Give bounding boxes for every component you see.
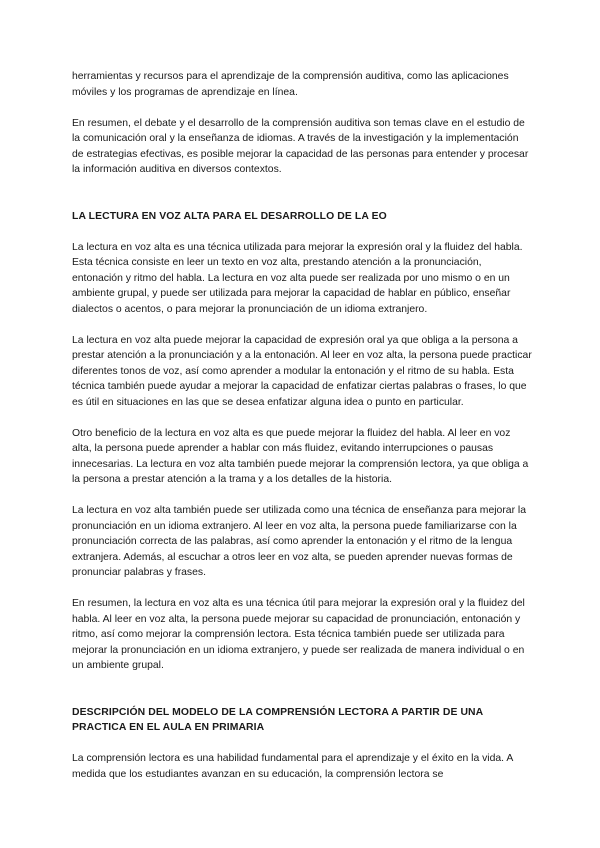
- paragraph: La lectura en voz alta también puede ser utilizada como una técnica de enseñanza para mejorar la pronunciación en un idioma extranjero. Al leer en voz alta, la persona puede familiarizarse con la pronunciación correcta de las palabras, así como aprender la entonación y el ritmo de la lengua extranjera. Además, al escuchar a otros leer en voz alta, se pueden aprender nuevas formas de pronunciar palabras y frases.: [72, 505, 527, 578]
- paragraph: En resumen, el debate y el desarrollo de la comprensión auditiva son temas clave en el estudio de la comunicación oral y la enseñanza de idiomas. A través de la investigación y la implementación de estrategias efectivas, es posible mejorar la capacidad de las personas para entender y procesar la información auditiva en diversos contextos.: [72, 117, 529, 175]
- paragraph: Otro beneficio de la lectura en voz alta es que puede mejorar la fluidez del habla. Al leer en voz alta, la persona puede aprender a hablar con más fluidez, evitando interrupciones o pausas innecesarias. La lectura en voz alta también puede mejorar la comprensión lectora, ya que obliga a la persona a prestar atención a la trama y a los detalles de la historia.: [72, 427, 529, 485]
- document-body: [72, 69, 532, 798]
- paragraph: herramientas y recursos para el aprendizaje de la comprensión auditiva, como las aplicaciones móviles y los programas de aprendizaje en línea.: [72, 71, 509, 98]
- paragraph: La comprensión lectora es una habilidad fundamental para el aprendizaje y el éxito en la vida. A medida que los estudiantes avanzan en su educación, la comprensión lectora se: [72, 753, 513, 780]
- section-heading: LA LECTURA EN VOZ ALTA PARA EL DESARROLLO DE LA EO: [72, 210, 387, 222]
- section-heading: DESCRIPCIÓN DEL MODELO DE LA COMPRENSIÓN LECTORA A PARTIR DE UNA PRACTICA EN EL AULA EN PRIMARIA: [72, 706, 483, 733]
- paragraph: En resumen, la lectura en voz alta es una técnica útil para mejorar la expresión oral y la fluidez del habla. Al leer en voz alta, la persona puede mejorar su capacidad de pronunciación, entonación y ritmo, así como mejorar la comprensión lectora. Esta técnica también puede ser utilizada para mejorar la pronunciación en un idioma extranjero, y puede ser realizada de manera individual o en un ambiente grupal.: [72, 598, 525, 671]
- paragraph: La lectura en voz alta puede mejorar la capacidad de expresión oral ya que obliga a la persona a prestar atención a la pronunciación y a la entonación. Al leer en voz alta, la persona puede practicar diferentes tonos de voz, así como aprender a modular la entonación y el ritmo de su habla. Esta técnica también puede ayudar a mejorar la capacidad de enfatizar ciertas palabras o frases, lo que es útil en situaciones en las que se desea enfatizar alguna idea o punto en particular.: [72, 334, 532, 408]
- paragraph: La lectura en voz alta es una técnica utilizada para mejorar la expresión oral y la fluidez del habla. Esta técnica consiste en leer un texto en voz alta, prestando atención a la pronunciación, entonación y ritmo del habla. La lectura en voz alta puede ser realizada por uno mismo o en un ambiente grupal, y puede ser utilizada para mejorar la capacidad de hablar en público, enseñar dialectos o acentos, o para mejorar la pronunciación de un idioma extranjero.: [72, 241, 523, 315]
